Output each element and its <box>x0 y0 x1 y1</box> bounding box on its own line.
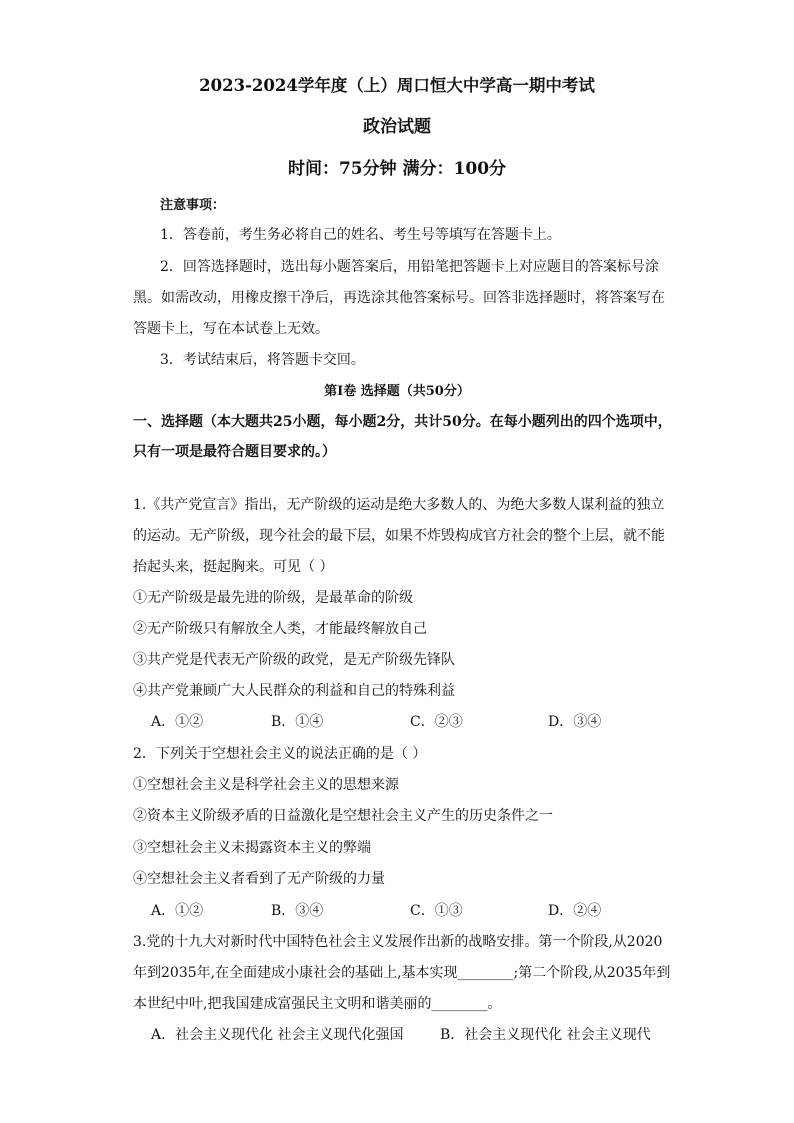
q2-option-c: C．①③ <box>410 903 463 919</box>
subject-title: 政治试题 <box>363 117 431 137</box>
section-instruction-line1: 一、选择题（本大题共25小题，每小题2分，共计50分。在每小题列出的四个选项中， <box>133 414 672 430</box>
q3-stem-line1: 3.党的十九大对新时代中国特色社会主义发展作出新的战略安排。第一个阶段,从2020 <box>133 934 663 950</box>
q1-statement-1: ①无产阶级是最先进的阶级，是最革命的阶级 <box>133 590 413 606</box>
q2-statement-3: ③空想社会主义未揭露资本主义的弊端 <box>133 840 371 856</box>
q1-option-c: C．②③ <box>410 714 463 730</box>
q1-statement-3: ③共产党是代表无产阶级的政党，是无产阶级先锋队 <box>133 652 455 668</box>
notice-item-2-line3: 答题卡上，写在本试卷上无效。 <box>133 321 329 337</box>
notice-item-2-line1: 2．回答选择题时，选出每小题答案后，用铅笔把答题卡上对应题目的答案标号涂 <box>160 259 659 275</box>
exam-title: 2023-2024学年度（上）周口恒大中学高一期中考试 <box>199 76 595 95</box>
q2-statement-2: ②资本主义阶级矛盾的日益激化是空想社会主义产生的历史条件之一 <box>133 808 553 824</box>
notice-item-3: 3．考试结束后，将答题卡交回。 <box>160 352 365 368</box>
q1-option-d: D．③④ <box>548 714 602 730</box>
q2-option-d: D．②④ <box>548 903 602 919</box>
q3-stem-line3: 本世纪中叶,把我国建成富强民主文明和谐美丽的________。 <box>133 996 502 1012</box>
q1-option-a: A．①② <box>151 714 204 730</box>
section-instruction-line2: 只有一项是最符合题目要求的。） <box>133 444 336 460</box>
q1-statement-2: ②无产阶级只有解放全人类，才能最终解放自己 <box>133 621 427 637</box>
q1-stem-line3: 抬起头来，挺起胸来。可见（ ） <box>133 559 334 575</box>
q2-option-b: B．③④ <box>271 903 324 919</box>
q3-stem-line2: 年到2035年,在全面建成小康社会的基础上,基本实现________;第二个阶段,从2035年到 <box>133 965 671 981</box>
section-title: 第I卷 选择题（共50分） <box>324 384 470 399</box>
q3-option-b: B．社会主义现代化 社会主义现代 <box>440 1027 651 1043</box>
q1-statement-4: ④共产党兼顾广大人民群众的利益和自己的特殊利益 <box>133 683 455 699</box>
q2-statement-4: ④空想社会主义者看到了无产阶级的力量 <box>133 871 385 887</box>
notice-heading: 注意事项： <box>160 198 226 213</box>
q2-statement-1: ①空想社会主义是科学社会主义的思想来源 <box>133 777 399 793</box>
time-score: 时间：75分钟 满分：100分 <box>287 159 507 179</box>
q3-option-a: A．社会主义现代化 社会主义现代化强国 <box>151 1027 404 1043</box>
q1-option-b: B．①④ <box>271 714 324 730</box>
q1-stem-line2: 的运动。无产阶级，现今社会的最下层，如果不炸毁构成官方社会的整个上层，就不能 <box>133 528 665 544</box>
notice-item-2-line2: 黑。如需改动，用橡皮擦干净后，再选涂其他答案标号。回答非选择题时，将答案写在 <box>133 290 665 306</box>
q2-stem: 2．下列关于空想社会主义的说法正确的是（ ） <box>133 746 427 762</box>
q1-stem-line1: 1.《共产党宣言》指出，无产阶级的运动是绝大多数人的、为绝大多数人谋利益的独立 <box>133 497 665 513</box>
notice-item-1: 1．答卷前，考生务必将自己的姓名、考生号等填写在答题卡上。 <box>160 227 561 243</box>
q2-option-a: A．①② <box>151 903 204 919</box>
